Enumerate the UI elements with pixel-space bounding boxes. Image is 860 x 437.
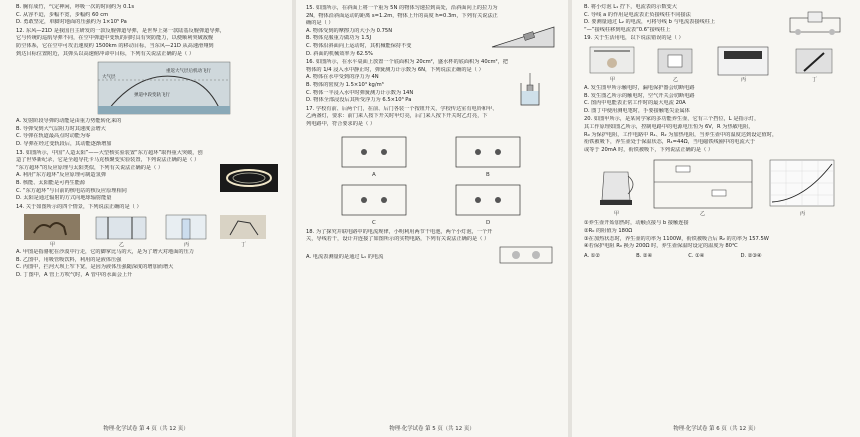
four-scenes-figure [16, 213, 284, 247]
beaker-figure [518, 73, 542, 107]
figure-label: 甲 [610, 76, 616, 83]
question-12-stem: 12. 东风—21D 是我国自主研发的一款反舰弹道导弹，是世界上第一款陆基反舰弹道导弹， [16, 27, 225, 34]
option: C. 物体一半浸入水中时弹簧测力计示数为 14N [306, 89, 414, 96]
figure-label: 大气层 [102, 75, 116, 81]
text-line: 衔铁被吸下，养生壶处于保温状态，R₁=44Ω，当电磁铁线圈中的电流大于 [584, 139, 756, 146]
circuit-options-figure [306, 131, 560, 227]
statement: ②R₀ 的阻值为 180Ω [584, 227, 633, 234]
statement: ④若保护电阻 R₀ 换为 200Ω 时，养生壶保温时设定的温度为 80℃ [584, 243, 738, 250]
text-line: D. 勇敢坚定，单脚对地面的压强约为 1×10⁵ Pa [16, 19, 127, 26]
option: A. 甲图是指骆驼在沙漠中行走，它的脚掌比马的大，是为了增大对地面的压力 [16, 249, 194, 256]
option: A. 物体在水中受到的浮力为 4N [306, 74, 379, 81]
option: D. 导弹在经过变轨段后，其动能逐渐增加 [16, 140, 112, 147]
option: D. 要测量通过 L₂ 的电流，可将导线 b 与电流表接线柱上 [584, 19, 716, 26]
circuit-label-b: B [486, 171, 490, 178]
incline-figure [490, 23, 556, 49]
exam-page-6 [572, 0, 860, 437]
option: A. 发射阶段导弹的动能是由重力势能转化来的 [16, 118, 122, 125]
option: C. 导线 a 的作用是电流表正负接线柱不同接法 [584, 11, 691, 18]
option: “—”接线柱移到电流表“0.6”接线柱上 [584, 26, 671, 33]
text-line: B. 胸有成竹，气定神闲，呼吸一次的时间约为 0.1s [16, 4, 135, 10]
statement: ①养生壶开始加热时，动触点接与 b 接触连接 [584, 220, 689, 227]
option: B. 物体的密度为 1.5×10³ kg/m³ [306, 81, 384, 88]
text-line: 2N，物体沿斜面运动的距离 s=1.2m，物体上升的高度 h=0.3m，下列有关说法正 [306, 12, 498, 19]
fusion-ring-image [220, 164, 278, 192]
figure-label: 弹道中段变轨飞行 [134, 93, 170, 99]
text-line: C. 从容不迫，步幅不宽，步幅约 60 cm [16, 11, 109, 18]
electrical-safety-figure [584, 45, 850, 83]
figure-label: 乙 [119, 242, 125, 248]
page-footer: 物理·化学试卷 第 4 页（共 12 页） [103, 426, 189, 432]
parallel-circuit-figure [496, 243, 556, 267]
text-line: “东方超环”的反应原理与太阳类似，下列有关说法正确的是（ ） [16, 164, 164, 171]
choice-d: D. ②③④ [740, 252, 762, 259]
text-line: 造了世界新纪录，它是全超导托卡马克核聚变实验装置，下列说法正确的是（ ） [16, 157, 200, 164]
option: A. 利用“东方超环”反应原理可制造氢弹 [16, 172, 106, 179]
text-line: R₀ 为保护电阻，工作电路中 R₁、R₂ 为加热电阻，当养生壶中的温度达到设定值时， [584, 131, 778, 138]
question-13-stem: 13. 如图所示，中国“人造太阳”——大型核实验装置“东方超环”取得重大突破，创 [16, 149, 203, 156]
ammeter-circuit-figure [786, 10, 846, 36]
circuit-label-a: A [372, 171, 376, 178]
question-14-stem: 14. 关于如图所示的四个情景，下列说法正确的是（ ） [16, 203, 142, 210]
text-line: 确的是（ ） [306, 20, 334, 27]
option: C. 物体沿斜面向上运动时，其机械能保持不变 [306, 42, 412, 49]
question-20-stem: 20. 如图甲所示，是某同学家的多功能养生壶，它有三个挡位，L 是指示灯， [584, 116, 760, 123]
option: D. 太阳是通过辐射的方式向地球辐射能量 [16, 195, 112, 202]
option: C. 丙图中，拦河大坝上窄下宽，是因为液体压强随深度的增加而增大 [16, 264, 174, 271]
question-15-stem: 15. 如图所示，在斜面上将一个重为 5N 的物体匀速拉到高处，沿斜面向上的拉力为 [306, 5, 498, 11]
option: B. 乙图中，用吸管吸饮料，利用的是液体压强 [16, 256, 122, 263]
option: A. 物体受到的摩擦力的大小为 0.75N [306, 27, 393, 34]
missile-trajectory-figure [16, 60, 284, 116]
option: B. 将小灯泡 L₁ 拧下，电流表的示数变大 [584, 4, 677, 10]
figure-label: 乙 [673, 76, 679, 83]
text-line: 乙两盏灯，要求：前门来人按下开关时甲灯亮，后门来人按下开关时乙灯亮，下 [306, 113, 488, 120]
option: B. 发生图乙所示的触电时，空气开关会切断电路 [584, 92, 695, 99]
question-17-stem: 17. 学校有前、后两个门，在前、后门各装一个按钮开关，学校传达室有电铃和甲、 [306, 105, 498, 112]
option: B. 导弹受到大气层阻力时其速度会增大 [16, 125, 106, 132]
question-16-stem: 16. 如图所示，在水平桌面上放置一个底面积为 20cm²，盛水杯的底面积为 40cm²，把 [306, 59, 508, 66]
text-line: 关，导线若干，设计并连接了如图所示的实物电路，下列有关说法正确的是（ ） [306, 236, 490, 243]
option: C. 导弹在轨道最高点时动能为零 [16, 133, 91, 140]
choice-b: B. ②④ [636, 252, 653, 259]
option: D. 物体全部浸没后其所受浮力为 6.5×10³ Pa [306, 97, 412, 104]
option: A. 发生图甲所示触电时，漏电保护器会切断电路 [584, 84, 695, 91]
option: B. 物体克服重力做功为 1.5J [306, 35, 371, 42]
option: C. “东方超环”与目前的核电站的核反应原理相同 [16, 187, 127, 194]
choice-c: C. ①④ [688, 252, 705, 259]
figure-label: 乙 [700, 211, 706, 218]
text-line: 物体的 1/4 浸入水中静止时，弹簧测力计示数为 6N，下列说法正确的是（ ） [306, 66, 484, 73]
question-18-stem: 18. 为了探究并联电路中的电流规律，小明利用两节干电池，两个小灯泡，一个开 [306, 228, 493, 235]
exam-page-4 [0, 0, 292, 437]
option: D. 丁图中，A 管上方吹气时，A 管中的水面会上升 [16, 272, 133, 279]
figure-label: 丁 [812, 76, 818, 83]
choice-a: A. ①② [584, 252, 601, 259]
text-line: 列电路中，符合要求的是（ ） [306, 120, 376, 127]
figure-label: 丁 [241, 242, 247, 248]
text-line: 或等于 20mA 时，衔铁被吸下，下列说法正确的是（ ） [584, 146, 714, 153]
figure-label: 丙 [800, 211, 806, 218]
figure-label: 重返大气层后机动飞行 [166, 69, 211, 75]
option: D. 斜面的机械效率为 62.5% [306, 50, 373, 57]
figure-label: 甲 [614, 211, 620, 218]
figure-label: 丙 [184, 242, 190, 248]
option: D. 图丁中使用测电笔时，手要接触笔尖金属体 [584, 107, 690, 114]
page-footer: 物理·化学试卷 第 6 页（共 12 页） [673, 426, 759, 432]
text-line: 防空体系，它在空中可攻击速度约 1500km 的移动目标，当东风—21D 从高速滑翔到 [16, 42, 214, 49]
exam-page-5 [296, 0, 568, 437]
page-footer: 物理·化学试卷 第 5 页（共 12 页） [389, 426, 475, 432]
option: B. 核能、太阳能是可再生能源 [16, 179, 86, 186]
option: C. 图丙中电能表正常工作时的最大电流 20A [584, 100, 686, 107]
option: A. 电流表测量的是通过 L₁ 的电流 [306, 253, 384, 260]
statement: ③在加热状态时，养生壶的功率为 1100W，衔铁被吸合后 R₂ 的功率为 157.5W [584, 235, 769, 242]
text-line: 到达目标位置附近，其弹头以高速俯冲命中目标，下列有关说法正确的是（ ） [16, 50, 195, 57]
answer-choices [584, 253, 850, 261]
text-line: 它与传统的巡航导弹不同，在空中弹道中变轨的同时具有突防能力，以便顺利突破敌舰 [16, 35, 214, 42]
kettle-circuit-graph-figure [584, 156, 850, 218]
figure-label: 甲 [50, 242, 56, 248]
circuit-label-d: D [486, 219, 491, 226]
question-19-stem: 19. 关于生活用电，以下说法错误的是（ ） [584, 35, 684, 42]
figure-label: 丙 [741, 76, 747, 83]
circuit-label-c: C [372, 219, 376, 226]
text-line: 其工作原理如图乙所示，控制电路中的电源电压恒为 6V，R 为热敏电阻， [584, 123, 754, 130]
